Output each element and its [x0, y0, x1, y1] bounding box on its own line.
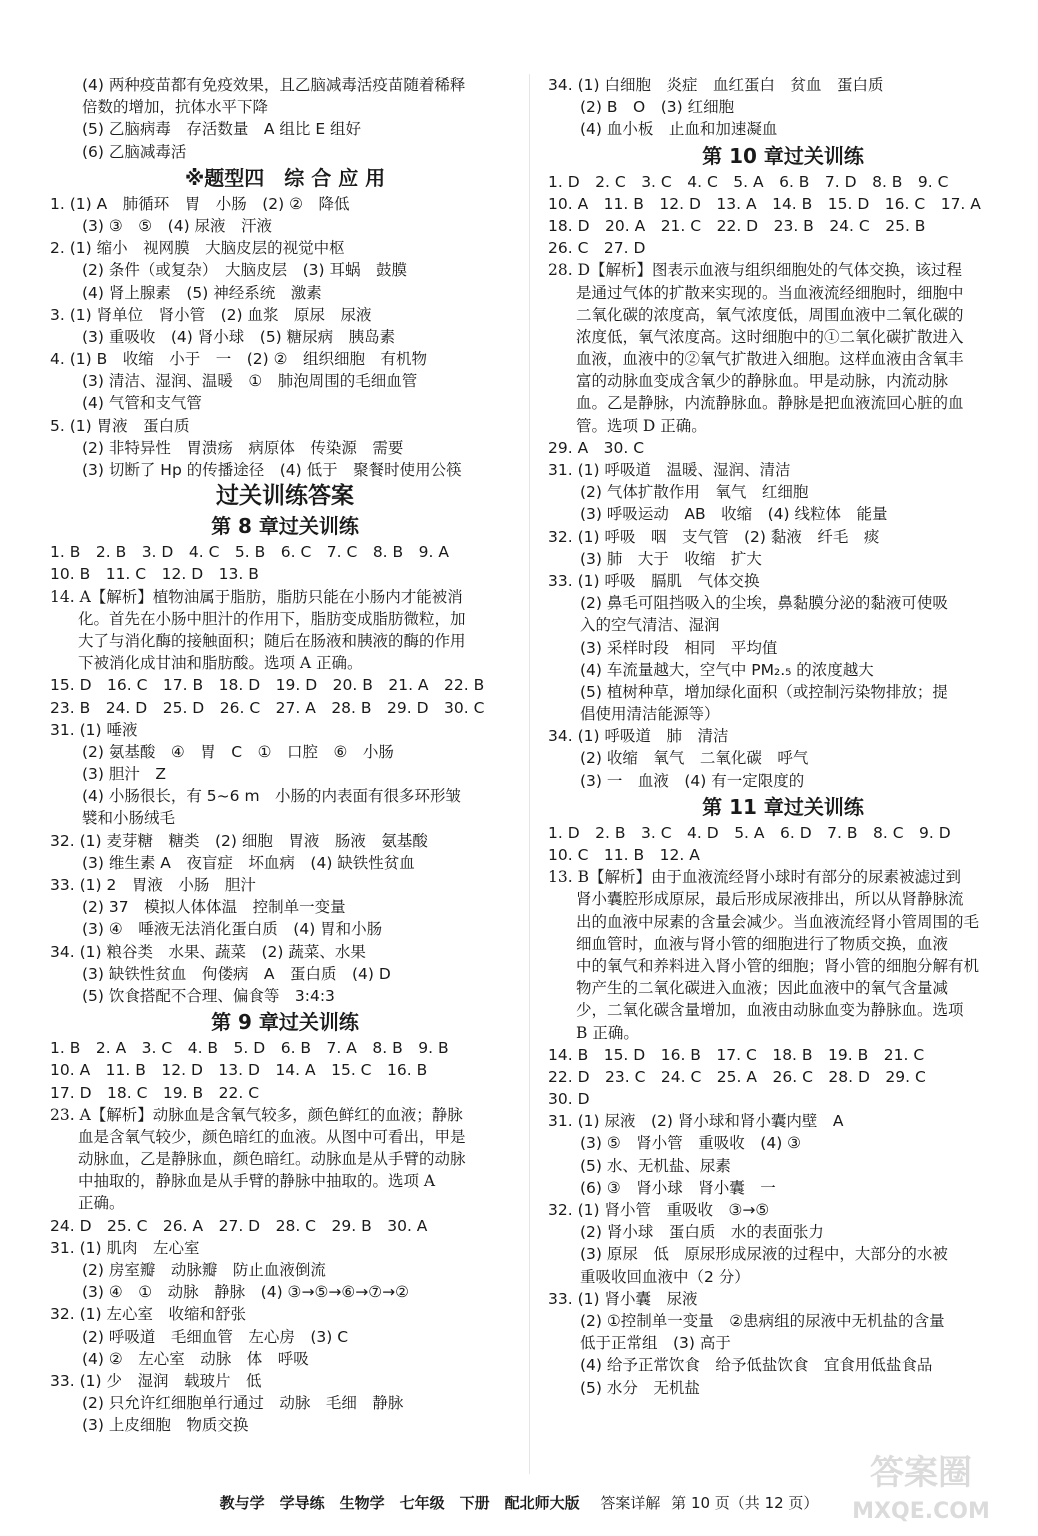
answer-line: (3) ③ ⑤ (4) 尿液 汗液 [82, 216, 273, 235]
answer-line: 1. B 2. A 3. C 4. B 5. D 6. B 7. A 8. B 9. B [50, 1039, 449, 1058]
answer-line: 22. D 23. C 24. C 25. A 26. C 28. D 29. C [548, 1067, 926, 1086]
answer-line: 浓度低，氧气浓度高。这时细胞中的①二氧化碳扩散进入 [576, 327, 964, 346]
answer-line: (4) ② 左心室 动脉 体 呼吸 [82, 1349, 309, 1368]
answer-line: 28. D【解析】图表示血液与组织细胞处的气体交换，该过程 [548, 261, 963, 280]
answer-line: (2) 收缩 氧气 二氧化碳 呼气 [580, 749, 809, 768]
answer-line: 大了与消化酶的接触面积；随后在肠液和胰液的酶的作用 [78, 631, 466, 650]
answer-line: (2) 鼻毛可阻挡吸入的尘埃，鼻黏膜分泌的黏液可使吸 [580, 594, 948, 613]
answer-line: 倍数的增加，抗体水平下降 [82, 98, 269, 117]
answer-line: 29. A 30. C [548, 438, 645, 457]
answer-line: 33. (1) 少 湿润 载玻片 低 [50, 1371, 262, 1390]
answer-line: (3) ⑤ 肾小管 重吸收 (4) ③ [580, 1134, 802, 1153]
footer-page-number: 第 10 页（共 12 页） [671, 1494, 819, 1512]
answer-line: 低于正常组 (3) 高于 [580, 1334, 731, 1353]
answer-line: 10. A 11. B 12. D 13. D 14. A 15. C 16. B [50, 1061, 428, 1080]
answer-line: 动脉血，乙是静脉血，颜色暗红。动脉血是从手臂的动脉 [78, 1150, 466, 1169]
answer-line: 17. D 18. C 19. B 22. C [50, 1083, 260, 1102]
answer-line: 34. (1) 白细胞 炎症 血红蛋白 贫血 蛋白质 [548, 76, 884, 94]
answer-line: (2) 氨基酸 ④ 胃 C ① 口腔 ⑥ 小肠 [82, 742, 394, 761]
answer-line: 10. A 11. B 12. D 13. A 14. B 15. D 16. C 17. A [548, 194, 981, 213]
section-heading: ※题型四 综 合 应 用 [184, 165, 386, 190]
answer-line: (3) 原尿 低 原尿形成尿液的过程中，大部分的水被 [580, 1245, 948, 1264]
answer-line: 2. (1) 缩小 视网膜 大脑皮层的视觉中枢 [50, 239, 345, 258]
footer-label: 答案详解 [600, 1494, 661, 1512]
answer-line: 1. D 2. B 3. C 4. D 5. A 6. D 7. B 8. C 9. D [548, 823, 951, 842]
answer-line: 是通过气体的扩散来实现的。当血液流经细胞时，细胞中 [576, 283, 964, 302]
watermark-text-cn: 答案圈 [870, 1453, 972, 1493]
answer-line: 物产生的二氧化碳进入血液；因此血液中的氧气含量减 [576, 979, 949, 998]
answer-line: 5. (1) 胃液 蛋白质 [50, 416, 190, 435]
answer-line: 4. (1) B 收缩 小于 一 (2) ② 组织细胞 有机物 [50, 350, 428, 369]
answer-line: (4) 肾上腺素 (5) 神经系统 激素 [82, 283, 322, 302]
answer-line: 30. D [548, 1090, 590, 1109]
answer-line: 中抽取的，静脉血是从手臂的静脉中抽取的。选项 A [78, 1172, 436, 1191]
section-heading: 过关训练答案 [216, 483, 354, 510]
answer-line: 肾小囊腔形成原尿，最后形成尿液排出，所以从肾静脉流 [576, 890, 964, 909]
answer-line: 中的氧气和养料进入肾小管的细胞；肾小管的细胞分解有机 [576, 956, 980, 975]
answer-line: 32. (1) 麦芽糖 糖类 (2) 细胞 胃液 肠液 氨基酸 [50, 831, 428, 850]
answer-line: 血。乙是静脉，内流静脉血。静脉是把血液流回心脏的血 [576, 394, 964, 413]
answer-line: (3) 清洁、湿润、温暖 ① 肺泡周围的毛细血管 [82, 372, 418, 391]
answer-line: 33. (1) 呼吸 膈肌 气体交换 [548, 571, 760, 590]
answer-line: 31. (1) 肌肉 左心室 [50, 1238, 200, 1257]
answer-line: (4) 小肠很长，有 5~6 m 小肠的内表面有很多环形皱 [82, 787, 462, 806]
answer-line: (3) ④ 唾液无法消化蛋白质 (4) 胃和小肠 [82, 920, 383, 939]
answer-line: 31. (1) 呼吸道 温暖、湿润、清洁 [548, 461, 791, 479]
answer-line: 倡使用清洁能源等） [580, 705, 720, 724]
answer-line: 下被消化成甘油和脂肪酸。选项 A 正确。 [78, 654, 363, 673]
answer-line: (2) 肾小球 蛋白质 水的表面张力 [580, 1223, 824, 1242]
answer-line: (5) 饮食搭配不合理、偏食等 3:4:3 [82, 986, 335, 1005]
section-heading: 第 8 章过关训练 [211, 514, 359, 539]
answer-line: (2) 只允许红细胞单行通过 动脉 毛细 静脉 [82, 1394, 404, 1413]
answer-line: (3) 缺铁性贫血 佝偻病 A 蛋白质 (4) D [82, 964, 391, 983]
answer-line: 33. (1) 肾小囊 尿液 [548, 1289, 698, 1308]
answer-line: (6) 乙脑减毒活 [82, 142, 187, 161]
answer-line: 管。选项 D 正确。 [576, 416, 707, 435]
answer-line: (3) 重吸收 (4) 肾小球 (5) 糖尿病 胰岛素 [82, 327, 396, 346]
answer-line: 10. C 11. B 12. A [548, 846, 700, 864]
answer-line: (3) 维生素 A 夜盲症 坏血病 (4) 缺铁性贫血 [82, 853, 415, 872]
answer-line: 10. B 11. C 12. D 13. B [50, 565, 259, 584]
section-heading: 第 10 章过关训练 [702, 143, 864, 168]
answer-line: 34. (1) 粮谷类 水果、蔬菜 (2) 蔬菜、水果 [50, 942, 366, 961]
watermark-logo [846, 1446, 996, 1526]
answer-line: 血是含氧气较少，颜色暗红的血液。从图中可看出，甲是 [78, 1127, 466, 1146]
answer-line: (2) 气体扩散作用 氧气 红细胞 [580, 483, 809, 502]
answer-line: (4) 给予正常饮食 给予低盐饮食 宜食用低盐食品 [580, 1356, 933, 1375]
answer-line: 富的动脉血变成含氧少的静脉血。甲是动脉，内流动脉 [576, 372, 949, 391]
answer-line: (3) 一 血液 (4) 有一定限度的 [580, 771, 805, 790]
answer-line: 1. B 2. B 3. D 4. C 5. B 6. C 7. C 8. B 9. A [50, 543, 449, 562]
answer-line: 3. (1) 肾单位 肾小管 (2) 血浆 原尿 尿液 [50, 305, 372, 324]
answer-line: 14. B 15. D 16. B 17. C 18. B 19. B 21. C [548, 1045, 925, 1064]
answer-line: 18. D 20. A 21. C 22. D 23. B 24. C 25. B [548, 216, 926, 235]
footer-title: 教与学 学导练 生物学 七年级 下册 配北师大版 [219, 1494, 580, 1512]
watermark-text-url: MXQE.COM [852, 1499, 990, 1524]
answer-line: 32. (1) 呼吸 咽 支气管 (2) 黏液 纤毛 痰 [548, 527, 880, 546]
answer-line: 重吸收回血液中（2 分） [580, 1267, 750, 1286]
answer-line: (2) 呼吸道 毛细血管 左心房 (3) C [82, 1327, 349, 1346]
answer-line: 23. B 24. D 25. D 26. C 27. A 28. B 29. D 30. C [50, 698, 485, 717]
answer-line: 23. A【解析】动脉血是含氧气较多，颜色鲜红的血液；静脉 [50, 1105, 463, 1124]
answer-line: 31. (1) 尿液 (2) 肾小球和肾小囊内壁 A [548, 1112, 844, 1131]
answer-line: (2) ①控制单一变量 ②患病组的尿液中无机盐的含量 [580, 1311, 945, 1330]
answer-line: (2) B O (3) 红细胞 [580, 98, 735, 117]
answer-line: 二氧化碳的浓度高，氧气浓度低，周围血液中二氧化碳的 [576, 305, 964, 324]
answer-line: (5) 植树种草，增加绿化面积（或控制污染物排放；提 [580, 682, 948, 701]
answer-line: (3) 上皮细胞 物质交换 [82, 1416, 249, 1435]
answer-line: (3) 采样时段 相同 平均值 [580, 638, 778, 657]
answer-line: (5) 乙脑病毒 存活数量 A 组比 E 组好 [82, 120, 362, 139]
answer-line: 细血管时，血液与肾小管的细胞进行了物质交换，血液 [576, 934, 949, 953]
answer-line: 13. B【解析】由于血液流经肾小球时有部分的尿素被滤过到 [548, 868, 961, 887]
answer-line: 33. (1) 2 胃液 小肠 胆汁 [50, 876, 256, 894]
answer-line: 化。首先在小肠中胆汁的作用下，脂肪变成脂肪微粒，加 [78, 609, 466, 628]
answer-line: 血液，血液中的②氧气扩散进入细胞。这样血液由含氧丰 [576, 350, 964, 369]
answer-line: 出的血液中尿素的含量会减少。当血液流经肾小管周围的毛 [576, 912, 980, 931]
answer-line: 入的空气清洁、湿润 [580, 616, 720, 635]
answer-line: (6) ③ 肾小球 肾小囊 一 [580, 1178, 776, 1197]
answer-line: 1. D 2. C 3. C 4. C 5. A 6. B 7. D 8. B 9. C [548, 172, 949, 191]
section-heading: 第 9 章过关训练 [211, 1010, 359, 1035]
answer-line: (4) 两种疫苗都有免疫效果，且乙脑减毒活疫苗随着稀释 [82, 76, 466, 94]
answer-line: 24. D 25. C 26. A 27. D 28. C 29. B 30. A [50, 1216, 428, 1235]
answer-line: 少，二氧化碳含量增加，血液由动脉血变为静脉血。选项 [576, 1001, 964, 1020]
column-divider [529, 74, 530, 1474]
answer-line: 1. (1) A 肺循环 胃 小肠 (2) ② 降低 [50, 194, 350, 213]
answer-line: (3) 切断了 Hp 的传播途径 (4) 低于 聚餐时使用公筷 [82, 461, 462, 479]
section-heading: 第 11 章过关训练 [702, 794, 864, 819]
answer-line: 正确。 [78, 1194, 125, 1213]
answer-line: (4) 车流量越大，空气中 PM₂.₅ 的浓度越大 [580, 660, 874, 679]
answer-line: (2) 条件（或复杂） 大脑皮层 (3) 耳蜗 鼓膜 [82, 261, 408, 280]
answer-line: 15. D 16. C 17. B 18. D 19. D 20. B 21. A 22. B [50, 676, 485, 695]
answer-line: 32. (1) 肾小管 重吸收 ③→⑤ [548, 1201, 770, 1219]
right-column [548, 74, 1018, 1399]
answer-line: (5) 水分 无机盐 [580, 1378, 700, 1397]
answer-line: (3) 胆汁 Z [82, 765, 167, 784]
answer-line: 32. (1) 左心室 收缩和舒张 [50, 1305, 246, 1324]
answer-line: 14. A【解析】植物油属于脂肪，脂肪只能在小肠内才能被消 [50, 587, 463, 606]
answer-line: (4) 血小板 止血和加速凝血 [580, 120, 778, 139]
answer-line: 31. (1) 唾液 [50, 720, 138, 739]
answer-line: B 正确。 [576, 1023, 639, 1042]
answer-line: (2) 房室瓣 动脉瓣 防止血液倒流 [82, 1261, 326, 1279]
answer-line: 26. C 27. D [548, 239, 646, 258]
answer-line: (2) 非特异性 胃溃疡 病原体 传染源 需要 [82, 438, 404, 457]
answer-line: (3) 呼吸运动 AB 收缩 (4) 线粒体 能量 [580, 505, 888, 524]
answer-line: (3) ④ ① 动脉 静脉 (4) ③→⑤→⑥→⑦→② [82, 1283, 409, 1302]
answer-line: 34. (1) 呼吸道 肺 清洁 [548, 727, 729, 746]
answer-line: (2) 37 模拟人体体温 控制单一变量 [82, 898, 346, 917]
answer-line: (4) 气管和支气管 [82, 394, 202, 413]
answer-line: (3) 肺 大于 收缩 扩大 [580, 549, 762, 568]
left-column [50, 74, 520, 1437]
answer-line: (5) 水、无机盐、尿素 [580, 1156, 731, 1175]
answer-line: 襞和小肠绒毛 [82, 809, 176, 828]
